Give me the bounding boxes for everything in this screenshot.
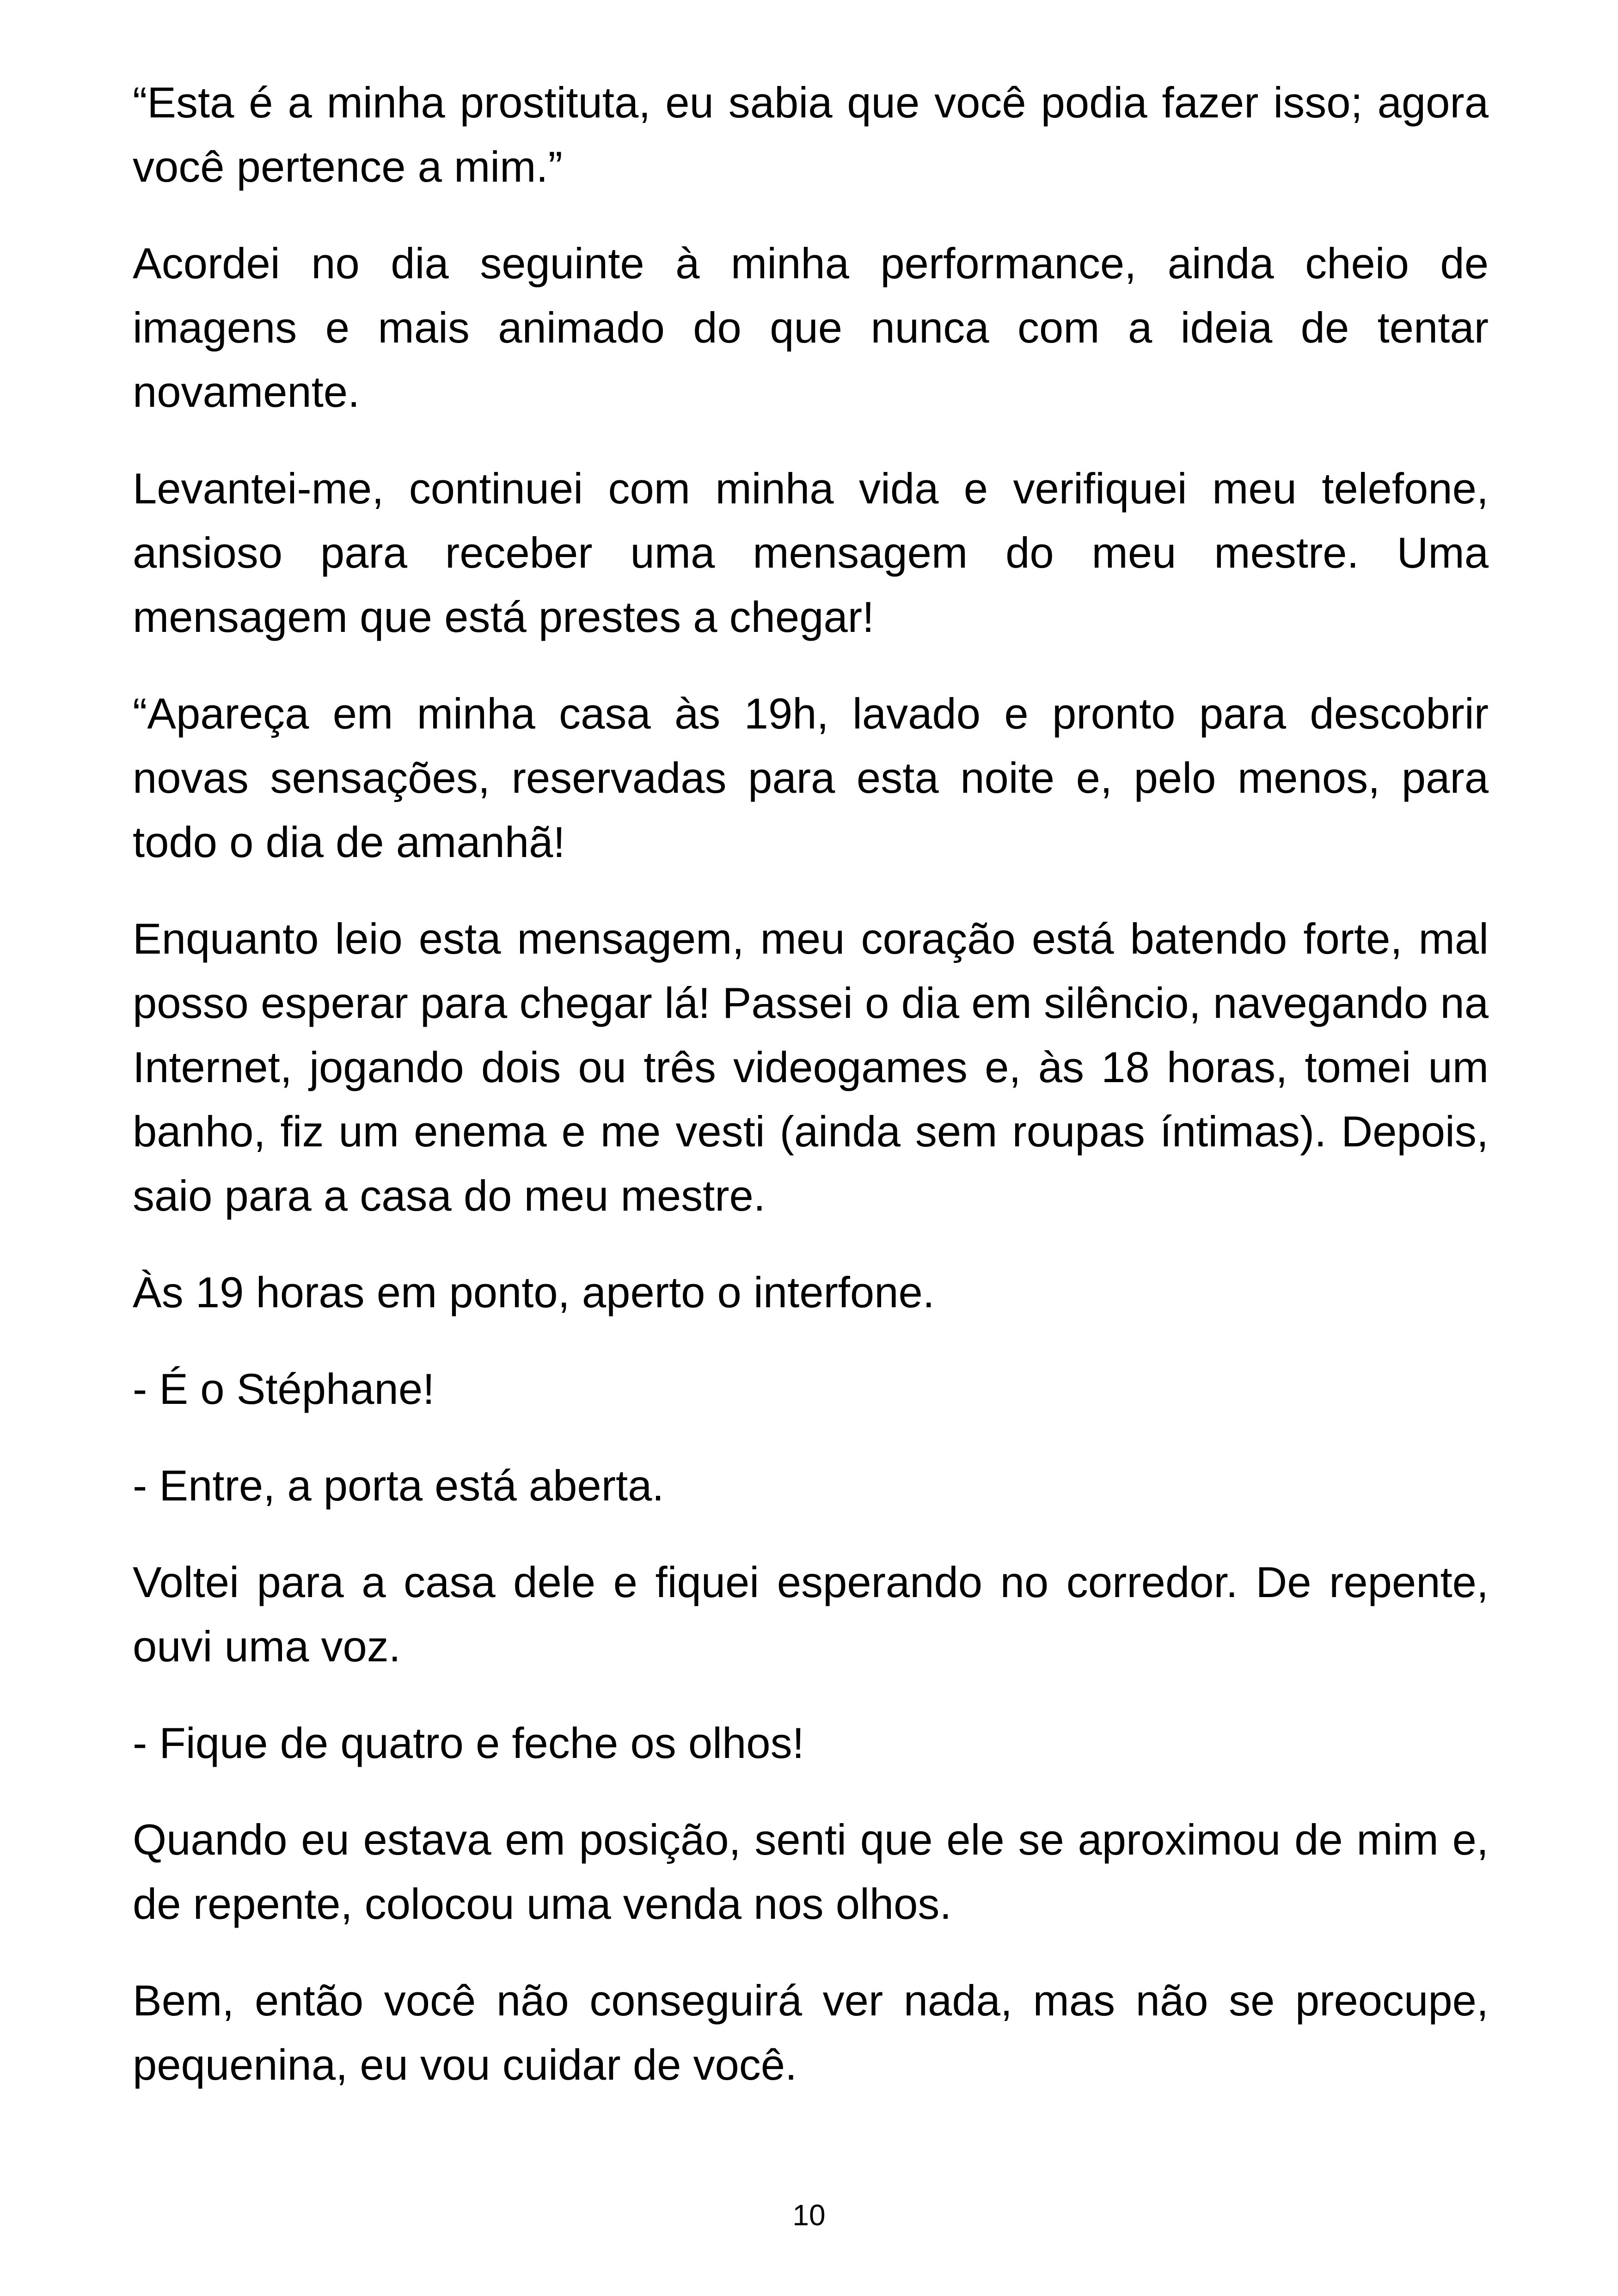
paragraph: - Entre, a porta está aberta. — [133, 1461, 664, 1510]
paragraph: Voltei para a casa dele e fiquei esperando no corredor. De repente, ouvi uma voz. — [133, 1558, 1489, 1671]
body-text — [133, 70, 1489, 2129]
paragraph: Quando eu estava em posição, senti que ele se aproximou de mim e, de repente, colocou uma venda nos olhos. — [133, 1815, 1489, 1928]
paragraph: Acordei no dia seguinte à minha performance, ainda cheio de imagens e mais animado do que nunca com a ideia de tentar novamente. — [133, 239, 1489, 416]
paragraph: Enquanto leio esta mensagem, meu coração está batendo forte, mal posso esperar para chegar lá! Passei o dia em silêncio, navegando na Internet, jogando dois ou três videogames e, às 18 horas, tomei um banho, fiz um enema e me vesti (ainda sem roupas íntimas). Depois, saio para a casa do meu mestre. — [133, 914, 1489, 1220]
paragraph: “Apareça em minha casa às 19h, lavado e pronto para descobrir novas sensações, reservadas para esta noite e, pelo menos, para todo o dia de amanhã! — [133, 689, 1489, 866]
paragraph: Bem, então você não conseguirá ver nada, mas não se preocupe, pequenina, eu vou cuidar de você. — [133, 1976, 1489, 2089]
paragraph: “Esta é a minha prostituta, eu sabia que você podia fazer isso; agora você pertence a mim.” — [133, 78, 1489, 191]
paragraph: Às 19 horas em ponto, aperto o interfone. — [133, 1268, 935, 1316]
page-number: 10 — [792, 2198, 826, 2232]
paragraph: - É o Stéphane! — [133, 1365, 435, 1413]
paragraph: Levantei-me, continuei com minha vida e verifiquei meu telefone, ansioso para receber uma mensagem do meu mestre. Uma mensagem que está prestes a chegar! — [133, 464, 1489, 641]
paragraph: - Fique de quatro e feche os olhos! — [133, 1719, 804, 1767]
